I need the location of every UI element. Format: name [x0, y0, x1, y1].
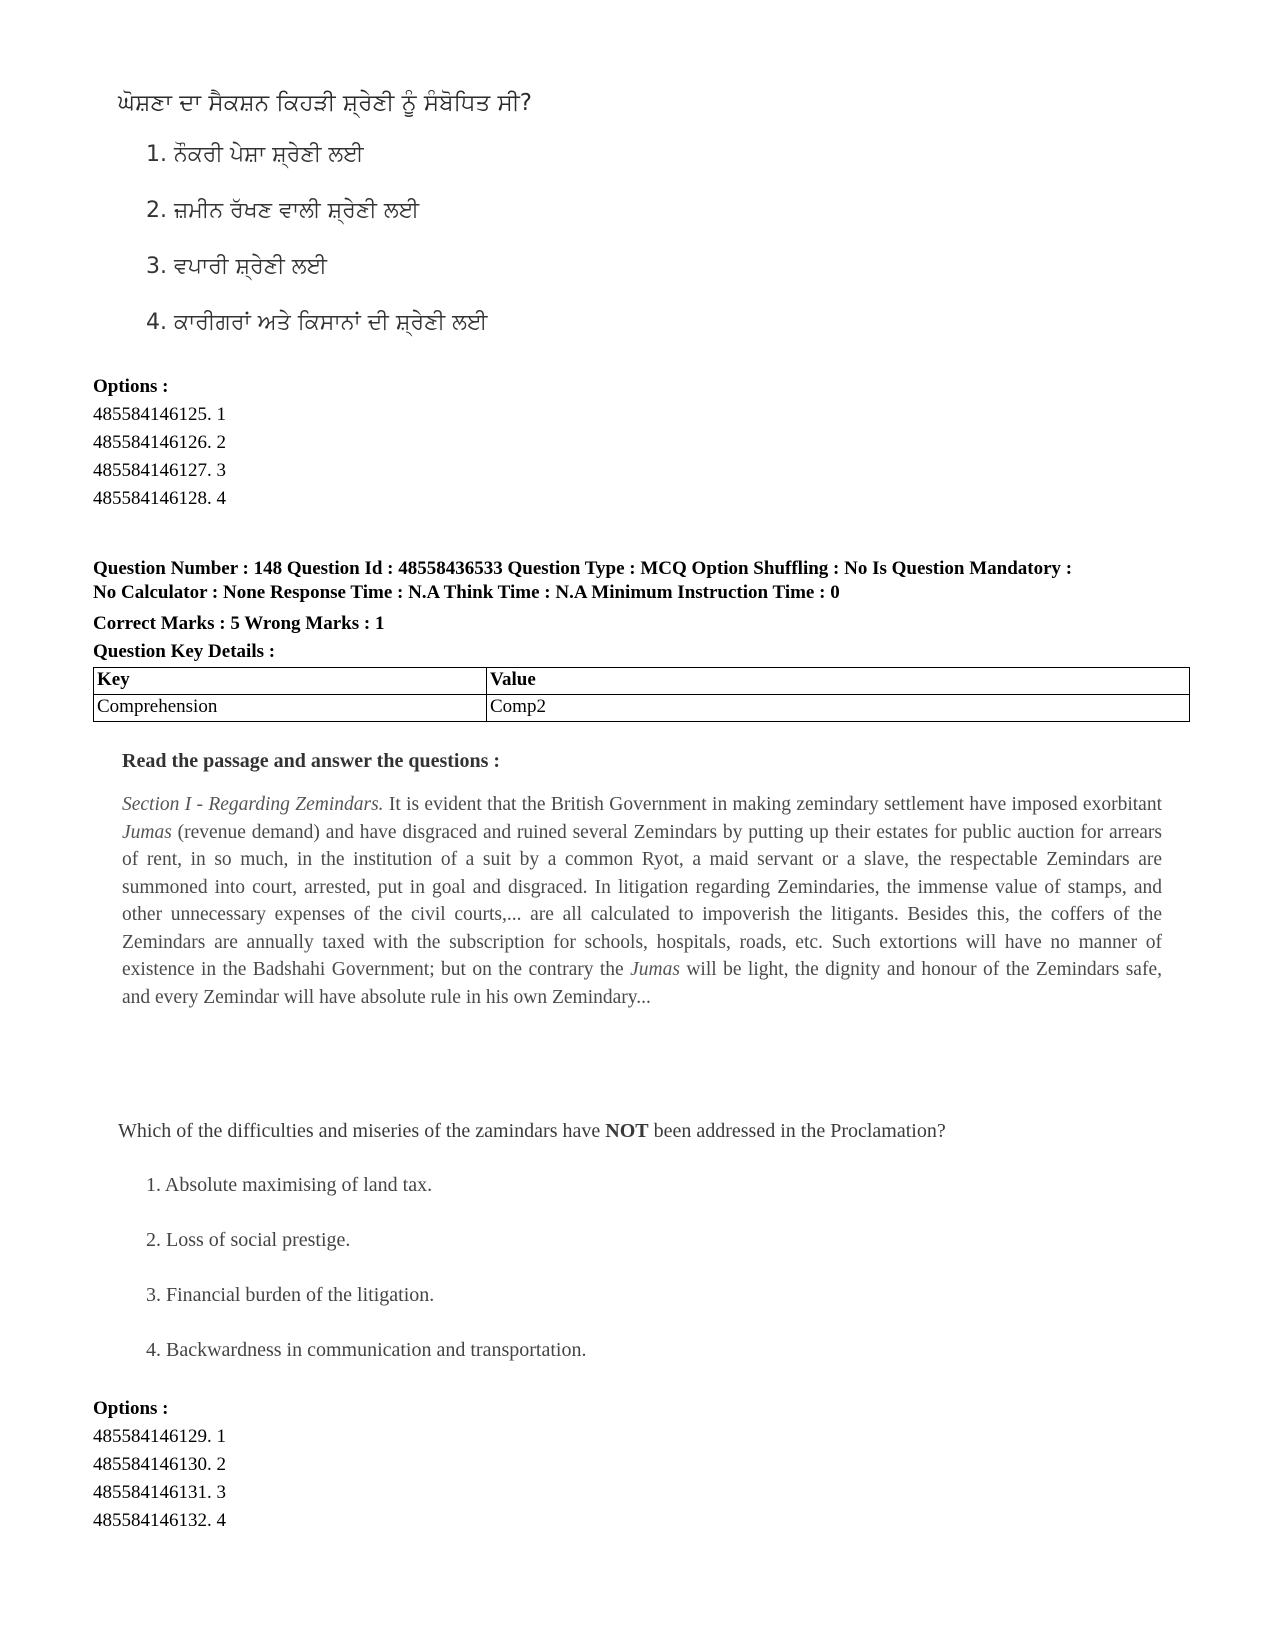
option-id: 485584146128. 4	[93, 488, 226, 509]
options-block-2	[93, 1395, 226, 1535]
passage-text	[122, 791, 1162, 1011]
passage-jumas-2: Jumas	[630, 959, 680, 980]
punjabi-option-3: 3. ਵਪਾਰੀ ਸ਼੍ਰੇਣੀ ਲਈ	[146, 254, 328, 279]
question-key-details-heading: Question Key Details :	[93, 641, 276, 662]
option-id: 485584146125. 1	[93, 404, 226, 425]
stem-text-after: been addressed in the Proclamation?	[648, 1120, 946, 1142]
english-option-3: 3. Financial burden of the litigation.	[146, 1284, 435, 1306]
option-id: 485584146129. 1	[93, 1426, 226, 1447]
options-heading: Options :	[93, 1398, 169, 1419]
question-meta-line-2: No Calculator : None Response Time : N.A Think Time : N.A Minimum Instruction Time : 0	[93, 582, 840, 603]
passage-jumas-1: Jumas	[122, 821, 172, 843]
english-option-4: 4. Backwardness in communication and transportation.	[146, 1339, 587, 1361]
question-marks: Correct Marks : 5 Wrong Marks : 1	[93, 613, 385, 634]
passage-title: Read the passage and answer the questions :	[122, 750, 501, 772]
stem-emphasis: NOT	[605, 1120, 649, 1142]
question-meta-line-1: Question Number : 148 Question Id : 48558436533 Question Type : MCQ Option Shuffling : No Is Question Mandatory :	[93, 558, 1073, 579]
table-row	[94, 695, 1190, 722]
option-id: 485584146132. 4	[93, 1510, 226, 1531]
punjabi-question-stem: ਘੋਸ਼ਣਾ ਦਾ ਸੈਕਸ਼ਨ ਕਿਹੜੀ ਸ਼੍ਰੇਣੀ ਨੂੰ ਸੰਬੋਧਿਤ ਸੀ?	[118, 90, 532, 116]
english-option-2: 2. Loss of social prestige.	[146, 1229, 351, 1251]
english-question-stem	[118, 1120, 1188, 1143]
option-id: 485584146131. 3	[93, 1482, 226, 1503]
key-details-table	[93, 667, 1190, 722]
table-header-key: Key	[94, 668, 487, 695]
english-option-1: 1. Absolute maximising of land tax.	[146, 1174, 433, 1196]
question-metadata	[93, 557, 1193, 666]
passage-section-label: Section I - Regarding Zemindars.	[122, 794, 384, 815]
comprehension-passage	[122, 750, 1162, 1011]
option-id: 485584146130. 2	[93, 1454, 226, 1475]
table-cell-key: Comprehension	[94, 695, 487, 722]
punjabi-option-2: 2. ਜ਼ਮੀਨ ਰੱਖਣ ਵਾਲੀ ਸ਼੍ਰੇਣੀ ਲਈ	[146, 198, 420, 223]
punjabi-option-4: 4. ਕਾਰੀਗਰਾਂ ਅਤੇ ਕਿਸਾਨਾਂ ਦੀ ਸ਼੍ਰੇਣੀ ਲਈ	[146, 310, 488, 335]
punjabi-question-image	[112, 80, 672, 364]
passage-part-3: will be light, the dignity and honour of the Zemindars safe, and every Zemindar will have absolute rule in his own Zemindary...	[122, 959, 1162, 1008]
english-question	[118, 1120, 1188, 1393]
table-header-value: Value	[487, 668, 1190, 695]
passage-part-1: It is evident that the British Government in making zemindary settlement have imposed exorbitant	[383, 794, 1162, 815]
option-id: 485584146127. 3	[93, 460, 226, 481]
punjabi-option-1: 1. ਨੌਕਰੀ ਪੇਸ਼ਾ ਸ਼੍ਰੇਣੀ ਲਈ	[146, 142, 364, 167]
options-block-1	[93, 373, 226, 513]
table-header-row	[94, 668, 1190, 695]
stem-text-before: Which of the difficulties and miseries of the zamindars have	[118, 1120, 606, 1142]
options-heading: Options :	[93, 376, 169, 397]
option-id: 485584146126. 2	[93, 432, 226, 453]
table-cell-value: Comp2	[487, 695, 1190, 722]
passage-part-2: (revenue demand) and have disgraced and ruined several Zemindars by putting up their estates for public auction for arrears of rent, in so much, in the institution of a suit by a common Ryot, a maid servant or a slave, the respectable Zemindars are summoned into court, arrested, put in goal and disgraced. In litigation regarding Zemindaries, the immense value of stamps, and other unnecessary expenses of the civil courts,... are all calculated to impoverish the litigants. Besides this, the coffers of the Zemindars are annually taxed with the subscription for schools, hospitals, roads, etc. Such extortions will have no manner of existence in the Badshahi Government; but on the contrary the	[122, 821, 1162, 980]
